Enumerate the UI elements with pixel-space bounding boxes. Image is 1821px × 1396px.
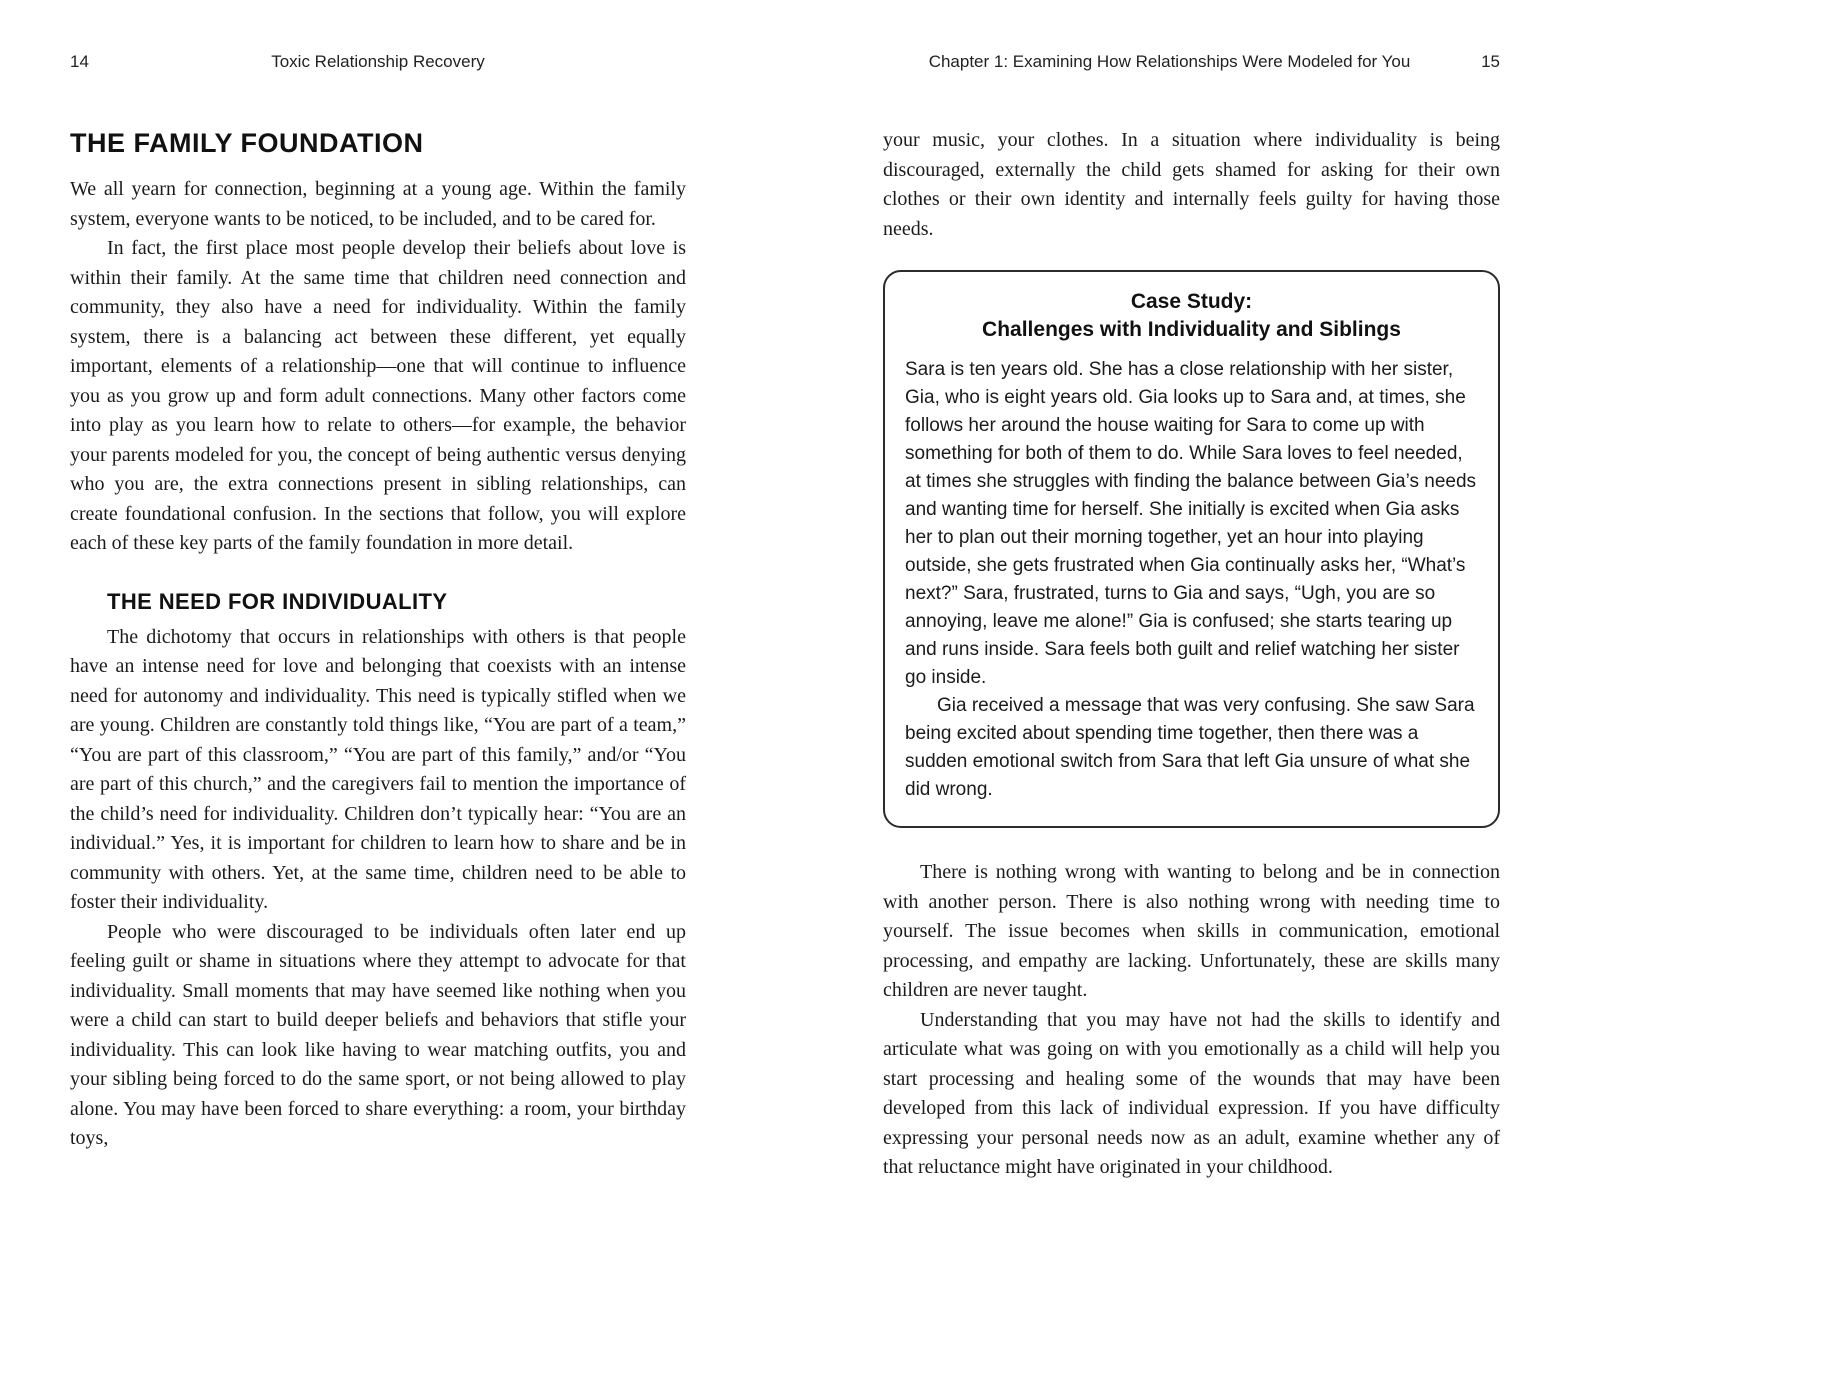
body-paragraph: We all yearn for connection, beginning at a young age. Within the family system, everyone wants to be noticed, to be included, and to be cared for. (70, 178, 686, 230)
page-number-right: 15 (1481, 52, 1500, 71)
case-study-title (905, 288, 1478, 344)
body-paragraph: In fact, the first place most people develop their beliefs about love is within their family. At the same time that children need connection and community, they also have a need for individuality. Within the family system, there is a balancing act between these different, yet equally important, elements of a relationship—one that will continue to influence you as you grow up and form adult connections. Many other factors come into play as you learn how to relate to others—for example, the behavior your parents modeled for you, the concept of being authentic versus denying who you are, the extra connections present in sibling relationships, can create foundational confusion. In the sections that follow, you will explore each of these key parts of the family foundation in more detail. (70, 237, 686, 554)
body-paragraph: There is nothing wrong with wanting to belong and be in connection with another person. There is also nothing wrong with needing time to yourself. The issue becomes when skills in communication, emotional processing, and empathy are lacking. Unfortunately, these are skills many children are never taught. (883, 861, 1500, 1001)
case-study-title-line1: Case Study: (1130, 290, 1253, 313)
case-study-box (883, 270, 1500, 828)
section-heading: THE FAMILY FOUNDATION (70, 128, 424, 158)
body-paragraph: People who were discouraged to be individuals often later end up feeling guilt or shame in situations where they attempt to advocate for that individuality. Small moments that may have seemed like nothing when you were a child can start to build deeper beliefs and behaviors that stifle your individuality. This can look like having to wear matching outfits, you and your sibling being forced to do the same sport, or not being allowed to play alone. You may have been forced to share everything: a room, your birthday toys, (70, 920, 686, 1149)
body-paragraph: The dichotomy that occurs in relationships with others is that people have an intense need for love and belonging that coexists with an intense need for autonomy and individuality. This need is typically stifled when we are young. Children are constantly told things like, “You are part of a team,” “You are part of this classroom,” “You are part of this family,” and/or “You are part of this church,” and the caregivers fail to mention the importance of the child’s need for individuality. Children don’t typically hear: “You are an individual.” Yes, it is important for children to learn how to share and be in community with others. Yet, at the same time, children need to be able to foster their individuality. (70, 625, 686, 913)
running-head-left: Toxic Relationship Recovery (271, 52, 485, 71)
running-header-right (883, 52, 1500, 74)
page-left (70, 0, 686, 1154)
case-study-paragraph: Gia received a message that was very confusing. She saw Sara being excited about spending time together, then there was a sudden emotional switch from Sara that left Gia unsure of what she did wrong. (905, 695, 1475, 800)
body-paragraph: Understanding that you may have not had the skills to identify and articulate what was going on with you emotionally as a child will help you start processing and healing some of the wounds that may have been developed from this lack of individual expression. If you have difficulty expressing your personal needs now as an adult, examine whether any of that reluctance might have originated in your childhood. (883, 1008, 1500, 1178)
case-study-paragraph: Sara is ten years old. She has a close relationship with her sister, Gia, who is eight years old. Gia looks up to Sara and, at times, she follows her around the house waiting for Sara to come up with something for both of them to do. While Sara loves to feel needed, at times she struggles with finding the balance between Gia’s needs and wanting time for herself. She initially is excited when Gia asks her to plan out their morning together, yet an hour into playing outside, she gets frustrated when Gia continually asks her, “What’s next?” Sara, frustrated, turns to Gia and says, “Ugh, you are so annoying, leave me alone!” Gia is confused; she starts tearing up and runs inside. Sara feels both guilt and relief watching her sister go inside. (905, 359, 1477, 688)
running-header-left (70, 52, 686, 74)
body-paragraph: your music, your clothes. In a situation where individuality is being discouraged, externally the child gets shamed for asking for their own clothes or their own identity and internally feels guilty for having those needs. (883, 129, 1500, 240)
page-number-left: 14 (70, 52, 89, 71)
page-right (883, 0, 1500, 1183)
running-head-right: Chapter 1: Examining How Relationships Were Modeled for You (928, 52, 1411, 71)
case-study-title-line2: Challenges with Individuality and Siblings (982, 318, 1401, 341)
subsection-heading: THE NEED FOR INDIVIDUALITY (107, 588, 448, 614)
